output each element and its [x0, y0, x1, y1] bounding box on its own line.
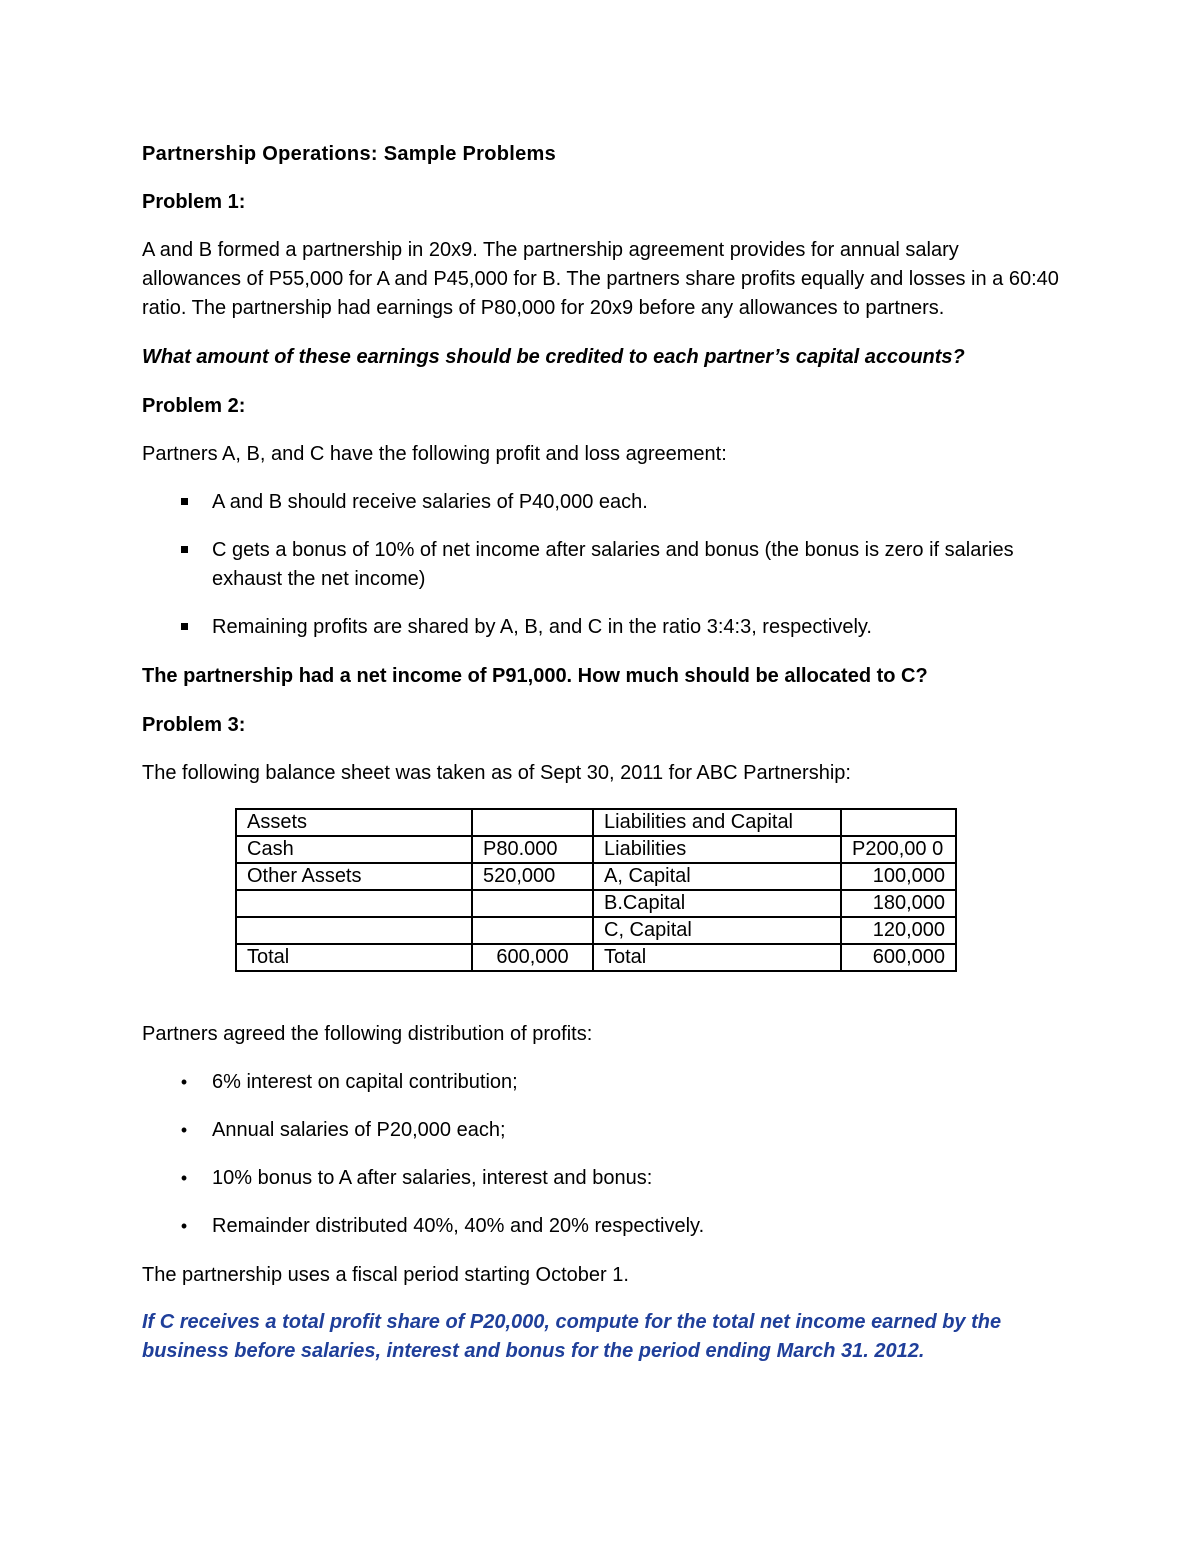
round-bullet-icon: •: [180, 1120, 188, 1140]
table-row: [236, 890, 956, 917]
table-cell: [841, 809, 956, 836]
balance-sheet-table: [235, 808, 957, 972]
problem-1-text: A and B formed a partnership in 20x9. The partnership agreement provides for annual salary allowances of P55,000 for A and P45,000 for B. The partners share profits equally and losses in a 60:40 ratio. The partnership had earnings of P80,000 for 20x9 before any allowances to partners.: [142, 239, 1059, 319]
table-row: [236, 836, 956, 863]
problem-3-heading: Problem 3:: [142, 714, 246, 736]
table-cell: [236, 917, 472, 944]
list-item: [142, 1164, 1062, 1193]
round-bullet-icon: •: [180, 1072, 188, 1092]
list-item-text: 10% bonus to A after salaries, interest and bonus:: [212, 1167, 653, 1189]
table-cell: A, Capital: [593, 863, 841, 890]
problem-2-question: The partnership had a net income of P91,000. How much should be allocated to C?: [142, 665, 928, 687]
list-item: [142, 1212, 1062, 1241]
table-cell: 600,000: [472, 944, 593, 971]
table-cell: Total: [236, 944, 472, 971]
list-item-text: C gets a bonus of 10% of net income after salaries and bonus (the bonus is zero if salaries exhaust the net income): [212, 539, 1014, 590]
list-item-text: Remaining profits are shared by A, B, and C in the ratio 3:4:3, respectively.: [212, 616, 872, 638]
table-cell: C, Capital: [593, 917, 841, 944]
list-item-text: Annual salaries of P20,000 each;: [212, 1119, 506, 1141]
table-row: [236, 917, 956, 944]
document-page: [142, 140, 1062, 1366]
square-bullet-icon: [174, 488, 194, 517]
table-cell: Cash: [236, 836, 472, 863]
table-cell: [472, 809, 593, 836]
problem-2-heading: Problem 2:: [142, 395, 246, 417]
square-bullet-icon: [174, 613, 194, 642]
table-cell: Liabilities and Capital: [593, 809, 841, 836]
table-cell: [472, 917, 593, 944]
fiscal-period-text: The partnership uses a fiscal period starting October 1.: [142, 1264, 629, 1286]
table-cell: Other Assets: [236, 863, 472, 890]
list-item: [142, 613, 1062, 642]
problem-3-list: [142, 1068, 1062, 1241]
table-cell: 180,000: [841, 890, 956, 917]
problem-1-question: What amount of these earnings should be credited to each partner’s capital accounts?: [142, 346, 965, 368]
table-cell: Assets: [236, 809, 472, 836]
list-item: [142, 1068, 1062, 1097]
list-item: [142, 1116, 1062, 1145]
list-item-text: A and B should receive salaries of P40,000 each.: [212, 491, 648, 513]
table-row: [236, 809, 956, 836]
table-cell: Liabilities: [593, 836, 841, 863]
table-cell: B.Capital: [593, 890, 841, 917]
list-item-text: Remainder distributed 40%, 40% and 20% respectively.: [212, 1215, 705, 1237]
table-cell: Total: [593, 944, 841, 971]
table-row: [236, 863, 956, 890]
table-cell: P80.000: [472, 836, 593, 863]
problem-2-list: [142, 488, 1062, 642]
square-bullet-icon: [174, 536, 194, 565]
round-bullet-icon: •: [180, 1168, 188, 1188]
list-item-text: 6% interest on capital contribution;: [212, 1071, 518, 1093]
table-cell: 600,000: [841, 944, 956, 971]
table-cell: P200,00 0: [841, 836, 956, 863]
table-row: [236, 944, 956, 971]
problem-1-heading: Problem 1:: [142, 191, 246, 213]
document-title: Partnership Operations: Sample Problems: [142, 143, 557, 165]
list-item: [142, 488, 1062, 517]
problem-3-question: If C receives a total profit share of P20,000, compute for the total net income earned by the business before salaries, interest and bonus for the period ending March 31. 2012.: [142, 1311, 1002, 1362]
problem-3-intro: The following balance sheet was taken as of Sept 30, 2011 for ABC Partnership:: [142, 762, 851, 784]
round-bullet-icon: •: [180, 1216, 188, 1236]
distribution-intro: Partners agreed the following distribution of profits:: [142, 1023, 593, 1045]
table-cell: 520,000: [472, 863, 593, 890]
table-cell: [472, 890, 593, 917]
table-cell: 100,000: [841, 863, 956, 890]
list-item: [142, 536, 1062, 594]
table-cell: 120,000: [841, 917, 956, 944]
problem-2-intro: Partners A, B, and C have the following profit and loss agreement:: [142, 443, 727, 465]
table-cell: [236, 890, 472, 917]
